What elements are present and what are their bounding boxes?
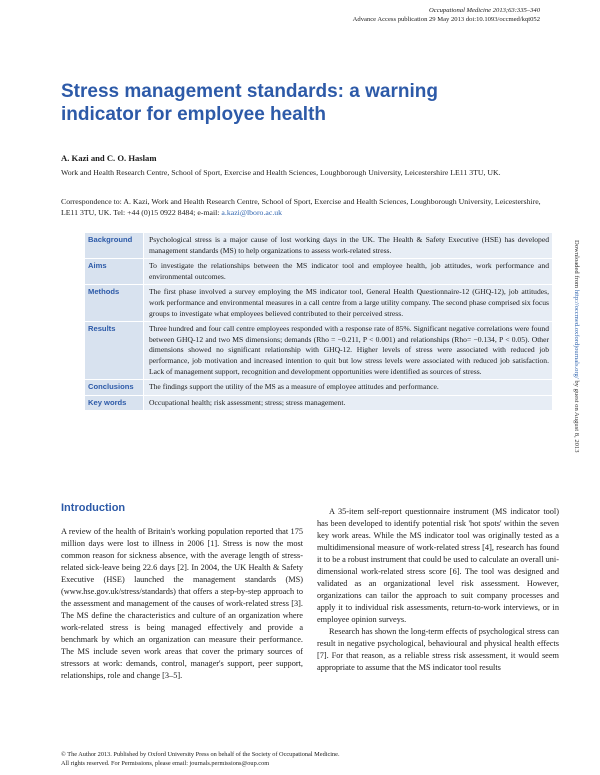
abstract-text: Three hundred and four call centre employees responded with a response rate of 85%. Significant negative correlations were found between GHQ-12 and two MS dimensions; demands (Rho = −0.211, P < 0.001) and relationships (Rho= −0.134, P < 0.05). Other dimensions showed no significant relationship with GHQ-12. Higher levels of stress were associated with reduced job performance, job motivation and increased intention to quit but low stress levels were associated with reduced job satisfaction. Lack of management support, recognition and development opportunities were identified as sources of stress.	[144, 322, 553, 380]
abstract-label: Aims	[85, 259, 144, 285]
abstract-text: To investigate the relationships between the MS indicator tool and employee health, job attitudes, work performance and environmental outcomes.	[144, 259, 553, 285]
abstract-table	[85, 233, 552, 411]
correspondence	[61, 196, 551, 218]
copyright-footer	[61, 751, 340, 768]
doi-line: Advance Access publication 29 May 2013 doi:10.1093/occmed/kqt052	[352, 16, 540, 23]
abstract-label: Methods	[85, 285, 144, 322]
abstract-row	[85, 380, 552, 396]
sidebar-prefix: Downloaded from	[573, 240, 580, 290]
abstract-text: Psychological stress is a major cause of lost working days in the UK. The Health & Safety Executive (HSE) has developed management standards (MS) to help organizations to assess work-related stress.	[144, 233, 553, 259]
sidebar-suffix: by guest on August 8, 2013	[573, 378, 580, 453]
permissions-line: All rights reserved. For Permissions, please email: journals.permissions@oup.com	[61, 759, 270, 767]
article-title: Stress management standards: a warning indicator for employee health	[61, 81, 438, 125]
journal-citation: Occupational Medicine 2013;63:335–340	[429, 7, 540, 14]
abstract-label: Conclusions	[85, 380, 144, 396]
abstract-label: Background	[85, 233, 144, 259]
email-link[interactable]: a.kazi@lboro.ac.uk	[221, 208, 283, 217]
journal-header	[353, 6, 540, 24]
copyright-line: © The Author 2013. Published by Oxford University Press on behalf of the Society of Occupational Medicine.	[61, 751, 340, 758]
sidebar-link[interactable]: http://occmed.oxfordjournals.org/	[573, 289, 580, 379]
affiliation: Work and Health Research Centre, School of Sport, Exercise and Health Sciences, Loughborough University, Leicestershire LE11 3TU, UK.	[61, 168, 501, 177]
left-column	[61, 526, 303, 682]
correspondence-text: Correspondence to: A. Kazi, Work and Health Research Centre, School of Sport, Exercise and Health Sciences, Loughborough University, Leicestershire, LE11 3TU, UK. Tel: +44 (0)15 0922 8484; e-mail:	[61, 197, 541, 217]
download-sidebar	[573, 240, 580, 760]
paragraph: A review of the health of Britain's working population reported that 175 million days were lost to illness in 2006 [1]. Stress is now the most common reason for sickness absence, with the average length of stress-related sick-leave being 22.6 days [2]. In 2004, the UK Health & Safety Executive (HSE) launched the management standards (MS) (www.hse.gov.uk/stress/standards) that offers a step-by-step approach to the assessment and management of the causes of work-related stress [3]. The MS define the characteristics and culture of an organization where work-related stress is being managed effectively and provide a benchmark by which an organization can measure their performance. The MS include seven work areas that cover the primary sources of stressors at work: demands, control, manager's support, peer support, relationships, role and change [3–5].	[61, 527, 303, 680]
abstract-row	[85, 259, 552, 285]
abstract-text: The findings support the utility of the MS as a measure of employee attitudes and performance.	[144, 380, 553, 396]
abstract-text: The first phase involved a survey employing the MS indicator tool, General Health Questionnaire-12 (GHQ-12), job attitudes, work performance and environmental measures in a call centre from a large utility company. The second phase comprised six focus groups to investigate what employees believed contributed to their perceived stress.	[144, 285, 553, 322]
abstract-row	[85, 285, 552, 322]
paragraph: Research has shown the long-term effects of psychological stress can result in negative psychological, behavioural and physical health effects [7]. For that reason, as a reliable stress risk assessment, it would seem appropriate to assume that the MS indicator tool results	[317, 627, 559, 672]
abstract-row	[85, 395, 552, 411]
abstract-label: Results	[85, 322, 144, 380]
abstract-row	[85, 322, 552, 380]
right-column	[317, 506, 559, 674]
authors: A. Kazi and C. O. Haslam	[61, 153, 157, 163]
abstract-text: Occupational health; risk assessment; stress; stress management.	[144, 395, 553, 411]
abstract-row	[85, 233, 552, 259]
abstract-label: Key words	[85, 395, 144, 411]
introduction-heading: Introduction	[61, 502, 126, 514]
paragraph: A 35-item self-report questionnaire instrument (MS indicator tool) has been developed to identify potential risk 'hot spots' within the seven key work areas. While the MS indicator tool was originally tested as a multidimensional measure of work-related stress [4], research has found it to be a robust instrument that could be used to calculate an overall uni-dimensional work-related stress score [6]. The tool was designed and validated as an organizational level risk assessment. However, organizations can tailor the approach to suit company processes and apply it to individual risk assessments, return-to-work interviews, or in employee opinion surveys.	[317, 507, 559, 624]
